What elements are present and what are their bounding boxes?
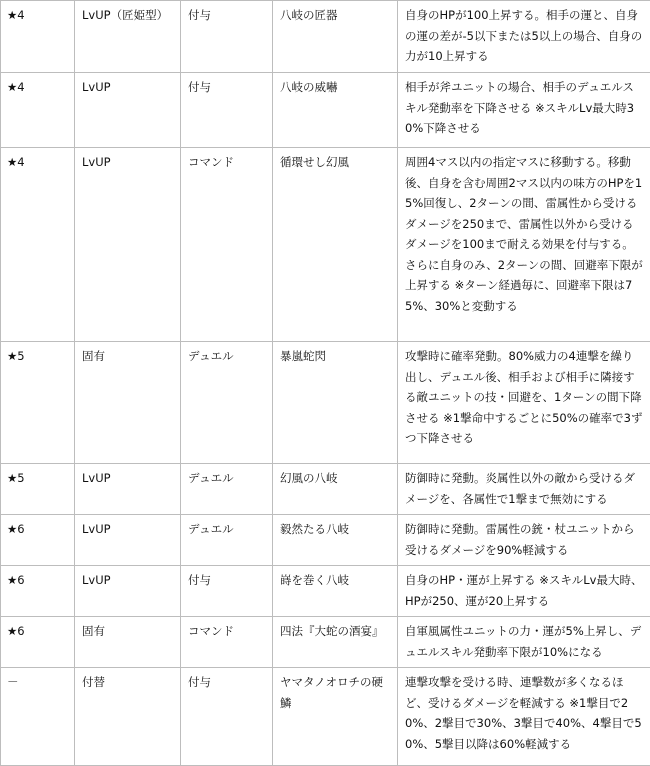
skill-category-cell: デュエル — [181, 515, 273, 566]
skill-category-cell: デュエル — [181, 464, 273, 515]
skill-name-cell: 八岐の威嚇 — [273, 73, 398, 148]
acquisition-type-cell: 付替 — [75, 668, 181, 766]
skill-category-cell: 付与 — [181, 566, 273, 617]
table-row — [1, 515, 650, 566]
table-row — [1, 668, 650, 766]
rarity-cell: ★5 — [1, 464, 75, 515]
skill-description-cell: 自身のHPが100上昇する。相手の運と、自身の運の差が-5以下または5以上の場合、自身の力が10上昇する — [398, 1, 650, 73]
skill-description-cell: 周囲4マス以内の指定マスに移動する。移動後、自身を含む周囲2マス以内の味方のHPを15%回復し、2ターンの間、雷属性から受けるダメージを250まで、雷属性以外から受けるダメージを100まで耐える効果を付与する。さらに自身のみ、2ターンの間、回避率下限が上昇する ※ターン経過毎に、回避率下限は75%、30%と変動する — [398, 148, 650, 342]
rarity-cell: － — [1, 668, 75, 766]
skill-description-cell: 防御時に発動。雷属性の銃・杖ユニットから受けるダメージを90%軽減する — [398, 515, 650, 566]
acquisition-type-cell: 固有 — [75, 617, 181, 668]
rarity-cell: ★4 — [1, 1, 75, 73]
skill-name-cell: 毅然たる八岐 — [273, 515, 398, 566]
acquisition-type-cell: LvUP — [75, 148, 181, 342]
table-row — [1, 73, 650, 148]
table-row — [1, 148, 650, 342]
skill-category-cell: 付与 — [181, 668, 273, 766]
acquisition-type-cell: LvUP — [75, 73, 181, 148]
skill-category-cell: コマンド — [181, 617, 273, 668]
skill-name-cell: 暴嵐蛇閃 — [273, 342, 398, 464]
table-row — [1, 566, 650, 617]
acquisition-type-cell: LvUP — [75, 566, 181, 617]
acquisition-type-cell: LvUP — [75, 515, 181, 566]
skill-name-cell: 四法『大蛇の酒宴』 — [273, 617, 398, 668]
rarity-cell: ★6 — [1, 617, 75, 668]
rarity-cell: ★5 — [1, 342, 75, 464]
table-row — [1, 1, 650, 73]
skill-category-cell: 付与 — [181, 1, 273, 73]
skill-name-cell: ヤマタノオロチの硬鱗 — [273, 668, 398, 766]
skill-category-cell: 付与 — [181, 73, 273, 148]
skill-description-cell: 相手が斧ユニットの場合、相手のデュエルスキル発動率を下降させる ※スキルLv最大時30%下降させる — [398, 73, 650, 148]
skill-description-cell: 防御時に発動。炎属性以外の敵から受けるダメージを、各属性で1撃まで無効にする — [398, 464, 650, 515]
skill-description-cell: 自軍風属性ユニットの力・運が5%上昇し、デュエルスキル発動率下限が10%になる — [398, 617, 650, 668]
skill-name-cell: 幻風の八岐 — [273, 464, 398, 515]
skill-description-cell: 連撃攻撃を受ける時、連撃数が多くなるほど、受けるダメージを軽減する ※1撃目で20%、2撃目で30%、3撃目で40%、4撃目で50%、5撃目以降は60%軽減する — [398, 668, 650, 766]
table-row — [1, 464, 650, 515]
skill-description-cell: 攻撃時に確率発動。80%威力の4連撃を繰り出し、デュエル後、相手および相手に隣接する敵ユニットの技・回避を、1ターンの間下降させる ※1撃命中するごとに50%の確率で3ずつ下降させる — [398, 342, 650, 464]
rarity-cell: ★6 — [1, 566, 75, 617]
skill-category-cell: デュエル — [181, 342, 273, 464]
skill-name-cell: 嵵を巻く八岐 — [273, 566, 398, 617]
table-row — [1, 617, 650, 668]
rarity-cell: ★4 — [1, 148, 75, 342]
table-row — [1, 342, 650, 464]
acquisition-type-cell: LvUP（匠姫型） — [75, 1, 181, 73]
skill-description-cell: 自身のHP・運が上昇する ※スキルLv最大時、HPが250、運が20上昇する — [398, 566, 650, 617]
acquisition-type-cell: LvUP — [75, 464, 181, 515]
skill-name-cell: 循環せし幻風 — [273, 148, 398, 342]
skill-name-cell: 八岐の匠器 — [273, 1, 398, 73]
rarity-cell: ★6 — [1, 515, 75, 566]
acquisition-type-cell: 固有 — [75, 342, 181, 464]
rarity-cell: ★4 — [1, 73, 75, 148]
skill-category-cell: コマンド — [181, 148, 273, 342]
